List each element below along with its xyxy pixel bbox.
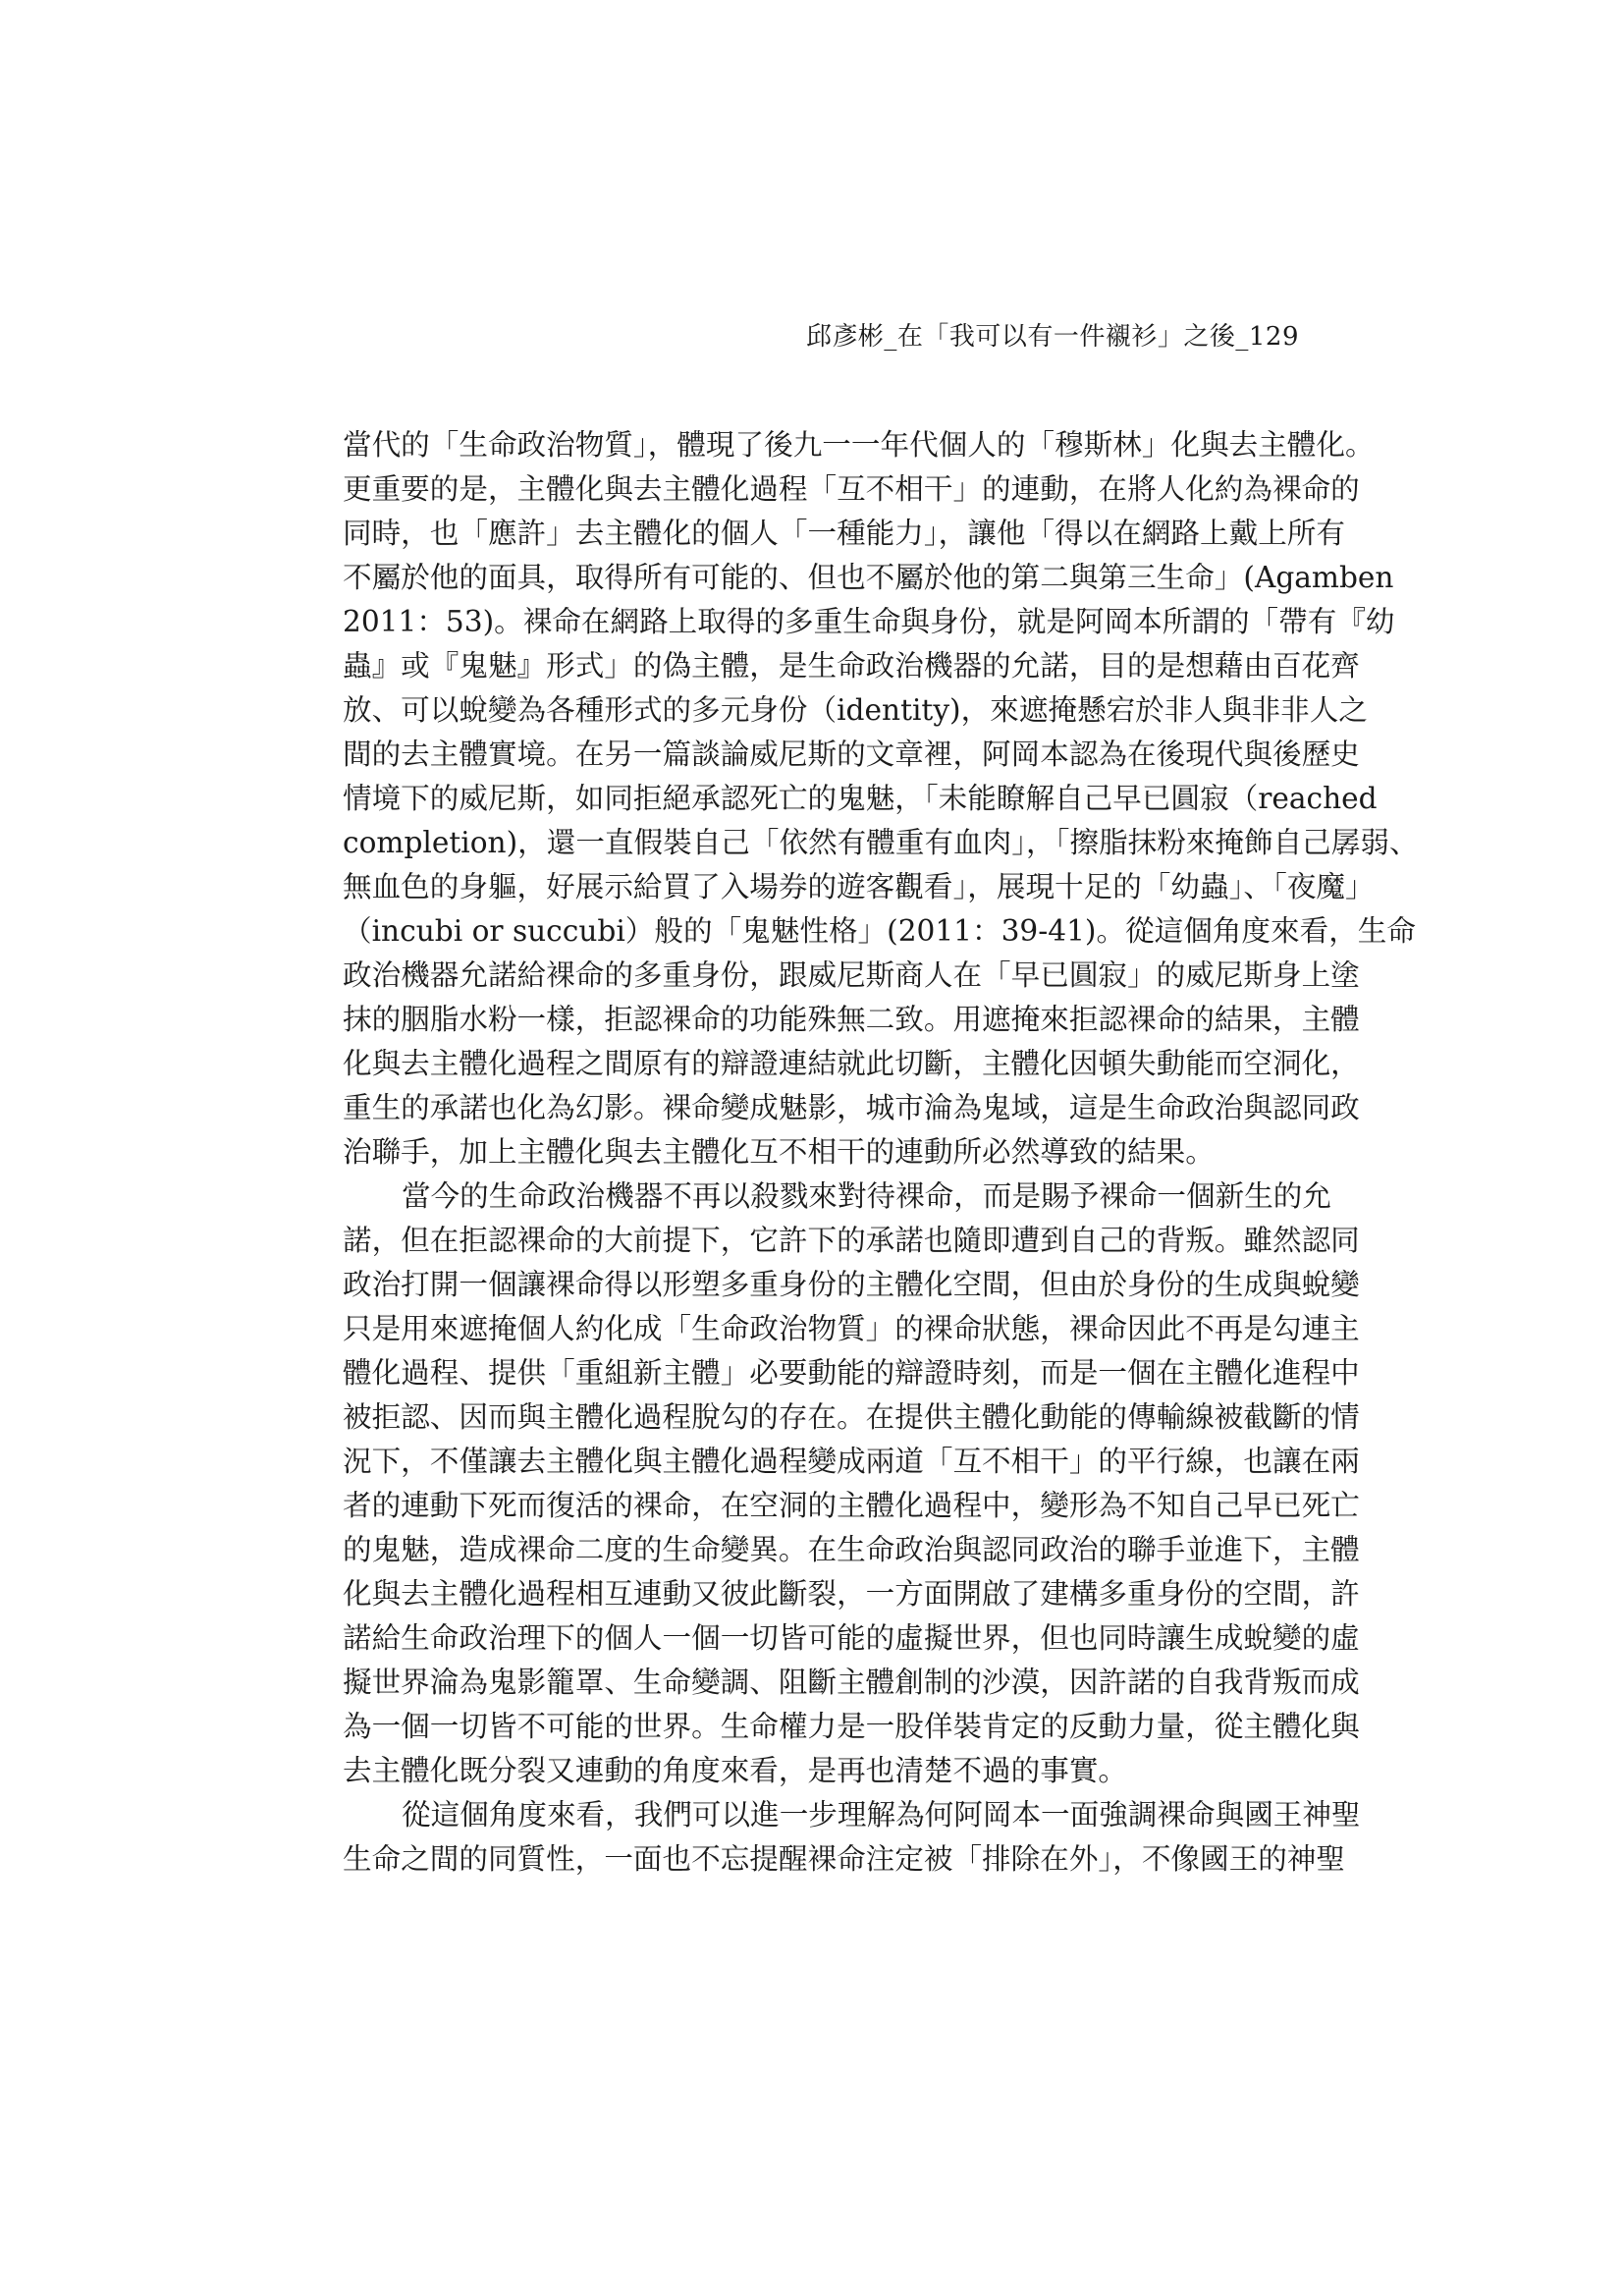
text-line: 體化過程、提供「重組新主體」必要動能的辯證時刻，而是一個在主體化進程中 [343, 1356, 1360, 1390]
text-line: 只是用來遮掩個人約化成「生命政治物質」的裸命狀態，裸命因此不再是勾連主 [343, 1312, 1360, 1345]
paragraph-3 [343, 1793, 1361, 1882]
text-line: 況下，不僅讓去主體化與主體化過程變成兩道「互不相干」的平行線，也讓在兩 [343, 1445, 1360, 1478]
text-line: 政治打開一個讓裸命得以形塑多重身份的主體化空間，但由於身份的生成與蛻變 [343, 1268, 1360, 1301]
text-line: 當今的生命政治機器不再以殺戮來對待裸命，而是賜予裸命一個新生的允 [402, 1179, 1331, 1213]
running-header: 邱彥彬_在「我可以有一件襯衫」之後_129 [805, 322, 1299, 352]
text-line: 化與去主體化過程之間原有的辯證連結就此切斷，主體化因頓失動能而空洞化， [343, 1047, 1360, 1080]
text-line: 諾，但在拒認裸命的大前提下，它許下的承諾也隨即遭到自己的背叛。雖然認同 [343, 1224, 1360, 1257]
text-line: 化與去主體化過程相互連動又彼此斷裂，一方面開啟了建構多重身份的空間，許 [343, 1577, 1360, 1611]
text-line: 生命之間的同質性，一面也不忘提醒裸命注定被「排除在外」，不像國王的神聖 [343, 1842, 1345, 1876]
text-line: 無血色的身軀，好展示給買了入場券的遊客觀看」，展現十足的「幼蟲」、「夜魔」 [343, 870, 1375, 903]
text-line: 去主體化既分裂又連動的角度來看，是再也清楚不過的事實。 [343, 1754, 1128, 1787]
text-line: 從這個角度來看，我們可以進一步理解為何阿岡本一面強調裸命與國王神聖 [402, 1798, 1361, 1831]
text-line: 為一個一切皆不可能的世界。生命權力是一股佯裝肯定的反動力量，從主體化與 [343, 1710, 1360, 1743]
text-line: 治聯手，加上主體化與去主體化互不相干的連動所必然導致的結果。 [343, 1135, 1215, 1169]
body-text [343, 423, 1419, 1882]
text-line: 情境下的威尼斯，如同拒絕承認死亡的鬼魅，「未能瞭解自己早已圓寂（reached [343, 782, 1378, 815]
text-line: 間的去主體實境。在另一篇談論威尼斯的文章裡，阿岡本認為在後現代與後歷史 [343, 738, 1360, 771]
text-line: 2011：53)。裸命在網路上取得的多重生命與身份，就是阿岡本所謂的「帶有『幼 [343, 605, 1395, 638]
text-line: （incubi or succubi）般的「鬼魅性格」(2011：39-41)。從這個角度來看，生命 [343, 914, 1416, 948]
text-line: 政治機器允諾給裸命的多重身份，跟威尼斯商人在「早已圓寂」的威尼斯身上塗 [343, 958, 1360, 992]
text-line: 不屬於他的面具，取得所有可能的、但也不屬於他的第二與第三生命」(Agamben [343, 561, 1394, 594]
text-line: 抹的胭脂水粉一樣，拒認裸命的功能殊無二致。用遮掩來拒認裸命的結果，主體 [343, 1003, 1360, 1036]
text-line: 諾給生命政治理下的個人一個一切皆可能的虛擬世界，但也同時讓生成蛻變的虛 [343, 1621, 1360, 1655]
paragraph-1 [343, 423, 1419, 1175]
text-line: 擬世界淪為鬼影籠罩、生命變調、阻斷主體創制的沙漠，因許諾的自我背叛而成 [343, 1666, 1360, 1699]
text-line: 重生的承諾也化為幻影。裸命變成魅影，城市淪為鬼域，這是生命政治與認同政 [343, 1091, 1360, 1124]
text-line: completion)，還一直假裝自己「依然有體重有血肉」，「擦脂抹粉來掩飾自己孱弱、 [343, 826, 1419, 859]
text-line: 同時，也「應許」去主體化的個人「一種能力」，讓他「得以在網路上戴上所有 [343, 517, 1345, 550]
text-line: 者的連動下死而復活的裸命，在空洞的主體化過程中，變形為不知自己早已死亡 [343, 1489, 1360, 1522]
text-line: 蟲』或『鬼魅』形式」的偽主體，是生命政治機器的允諾，目的是想藉由百花齊 [343, 649, 1360, 683]
text-line: 的鬼魅，造成裸命二度的生命變異。在生命政治與認同政治的聯手並進下，主體 [343, 1533, 1360, 1566]
text-line: 放、可以蛻變為各種形式的多元身份（identity)，來遮掩懸宕於非人與非非人之 [343, 693, 1368, 727]
paragraph-2 [343, 1175, 1360, 1793]
text-line: 被拒認、因而與主體化過程脫勾的存在。在提供主體化動能的傳輸線被截斷的情 [343, 1400, 1360, 1434]
text-line: 更重要的是，主體化與去主體化過程「互不相干」的連動，在將人化約為裸命的 [343, 472, 1360, 506]
text-line: 當代的「生命政治物質」，體現了後九一一年代個人的「穆斯林」化與去主體化。 [343, 428, 1375, 462]
